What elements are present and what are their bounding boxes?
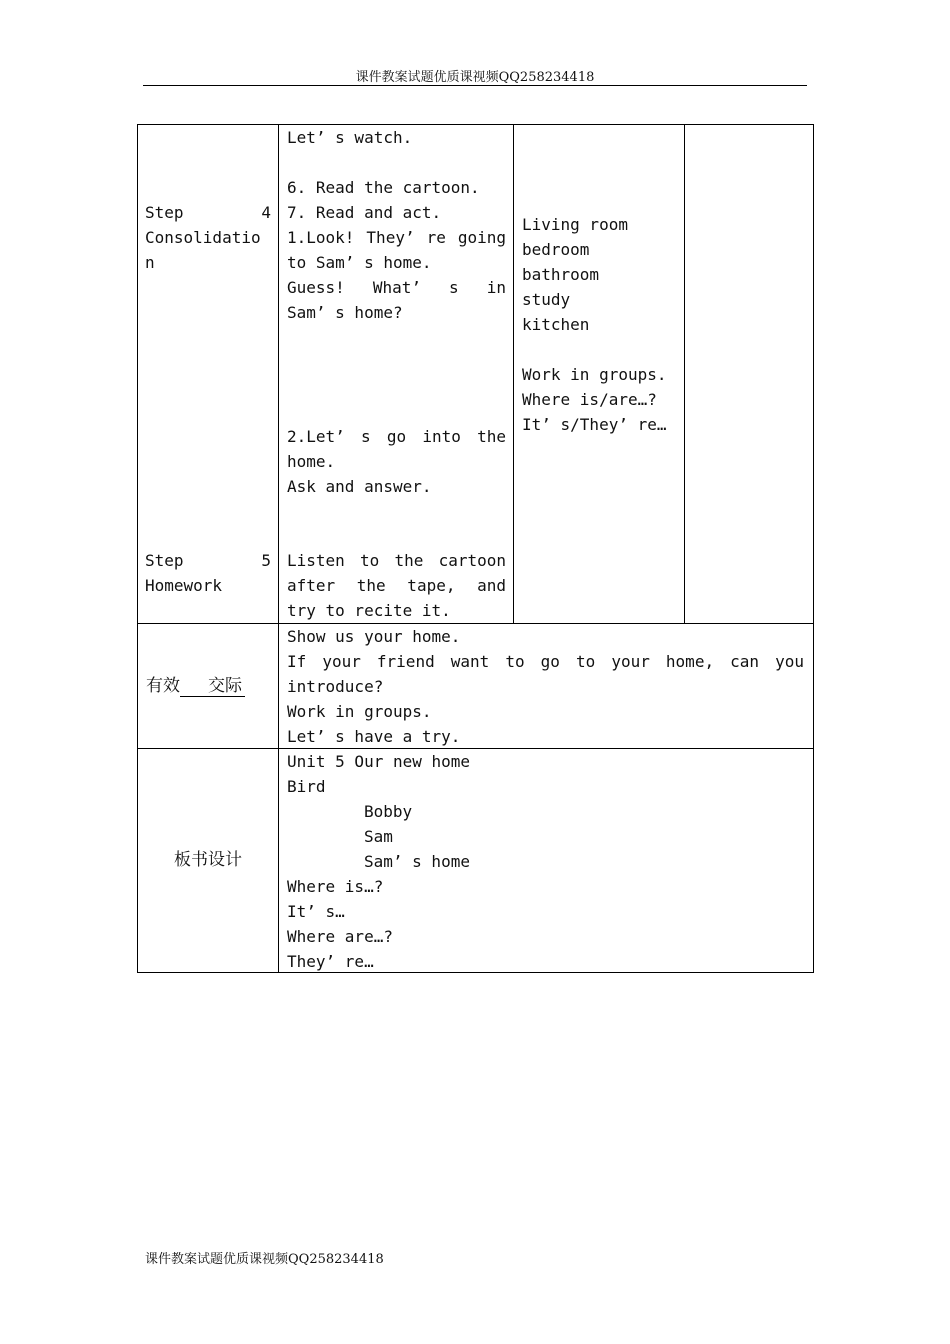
communication-line: Work in groups. [287,702,432,721]
step5-word: Step [145,551,184,570]
board-line: Unit 5 Our new home [287,752,471,771]
homework-line: try to recite it. [287,601,451,620]
table-border-left [137,124,138,973]
board-line: Bobby [364,802,413,821]
board-line: It’ s… [287,902,345,921]
communication-label-b: 交际 [180,676,245,697]
blank-line [287,150,506,175]
homework-cell [287,548,506,623]
vocab-line: Work in groups. [522,365,667,384]
activity-line: 1.Look! They’ re going [287,228,506,247]
board-design-cell [287,749,804,974]
communication-line: Let’ s have a try. [287,727,461,746]
table-col-divider-3 [684,124,685,623]
board-line: Sam’ s home [364,852,470,871]
steps-cell [145,200,271,275]
board-line: Sam [364,827,393,846]
board-design-label: 板书设计 [174,850,242,870]
vocab-line: Where is/are…? [522,390,657,409]
communication-line: If your friend want to go to your home, can you [287,652,804,671]
board-line: Where is…? [287,877,384,896]
vocab-line: Living room [522,215,628,234]
table-border-right [813,124,814,973]
activity-line: Let’ s watch. [287,128,413,147]
activity-line: Sam’ s home? [287,303,403,322]
vocab-line: It’ s/They’ re… [522,415,667,434]
activity-line: 7. Read and act. [287,203,442,222]
page-footer: 课件教案试题优质课视频QQ258234418 [145,1252,384,1267]
step4-word: Step [145,203,184,222]
step5-cell [145,548,271,598]
activity-line: 6. Read the cartoon. [287,178,480,197]
step4-line [145,200,271,225]
board-line: They’ re… [287,952,374,971]
blank-line [522,337,680,362]
communication-label-a: 有效 [146,676,180,696]
page-header: 课件教案试题优质课视频QQ258234418 [355,70,595,85]
table-col-divider [278,124,279,973]
board-line: Where are…? [287,927,393,946]
activities-cell [287,125,506,325]
communication-line: Show us your home. [287,627,461,646]
activity-line: home. [287,452,336,471]
vocab-line: bathroom [522,265,600,284]
header-rule [143,85,807,86]
step5-name: Homework [145,576,223,595]
vocab-line: kitchen [522,315,590,334]
activity-line: 2.Let’ s go into the [287,427,506,446]
communication-label [146,674,274,699]
activities-cell-2 [287,424,506,499]
activity-line: Ask and answer. [287,477,432,496]
communication-cell [287,624,804,749]
step4-number: 4 [261,203,271,222]
communication-line: introduce? [287,677,384,696]
table-col-divider-2 [513,124,514,623]
vocab-line: study [522,290,571,309]
board-line: Bird [287,777,326,796]
step4-name-b: n [145,253,155,272]
homework-line: Listen to the cartoon [287,551,506,570]
activity-line: to Sam’ s home. [287,253,432,272]
vocabulary-cell [522,212,680,437]
homework-line: after the tape, and [287,576,506,595]
step5-line [145,548,271,573]
step4-name-a: Consolidatio [145,228,261,247]
step5-number: 5 [261,551,271,570]
vocab-line: bedroom [522,240,590,259]
activity-line: Guess! What’ s in [287,278,506,297]
